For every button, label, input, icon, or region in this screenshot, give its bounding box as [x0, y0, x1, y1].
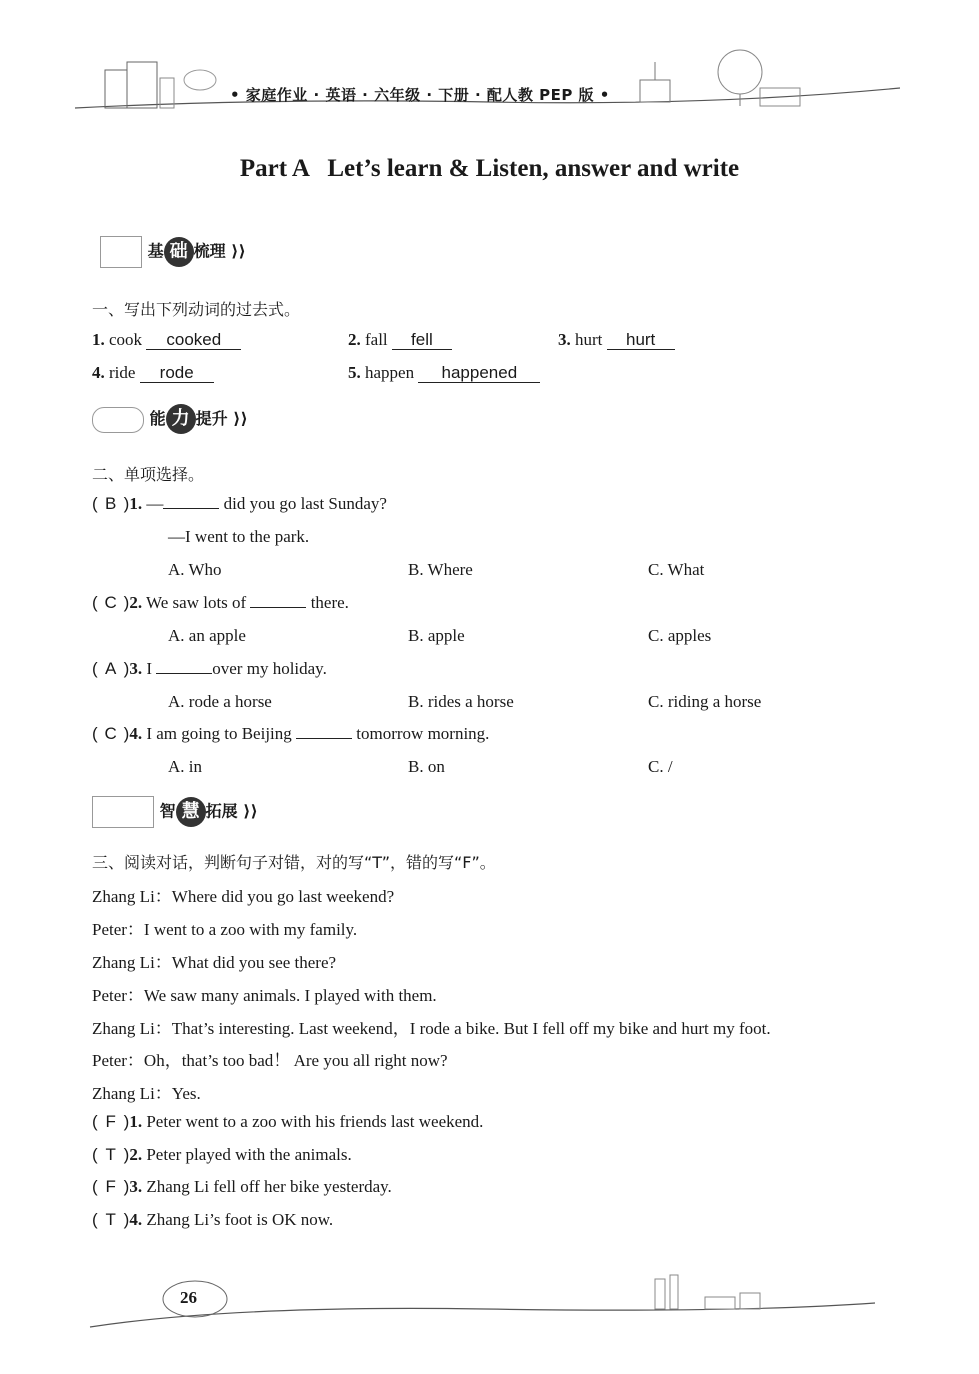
- tf-answer[interactable]: T: [105, 1145, 116, 1164]
- choice-answer[interactable]: A: [105, 659, 117, 678]
- tf-answer[interactable]: F: [105, 1177, 116, 1196]
- verb-item-1: 1. cook cooked: [92, 330, 241, 350]
- option-a: A. an apple: [168, 626, 246, 645]
- dialogue-line: Peter：We saw many animals. I played with them.: [92, 986, 437, 1005]
- answer-field[interactable]: hurt: [607, 330, 675, 350]
- option-c: C. riding a horse: [648, 692, 762, 711]
- dialogue-line: Zhang Li：What did you see there?: [92, 953, 337, 972]
- verb-item-3: 3. hurt hurt: [558, 330, 675, 350]
- option-a: A. in: [168, 757, 202, 776]
- section3-badge: 智 慧 拓展 ⟩⟩: [92, 796, 258, 828]
- mc-question-1-reply: —I went to the park.: [168, 527, 310, 546]
- dialogue-line: Zhang Li：That’s interesting. Last weekend，I rode a bike. But I fell off my bike and hurt my foot.: [92, 1019, 771, 1038]
- blank: [163, 494, 219, 509]
- header-series-title: • 家庭作业 · 英语 · 六年级 · 下册 · 配人教 PEP 版 •: [230, 86, 610, 104]
- badge-icon: [100, 236, 142, 268]
- option-b: B. apple: [408, 626, 465, 645]
- mc-question-1: ( B )1. — did you go last Sunday?: [92, 494, 387, 513]
- section2-instruction: 二、单项选择。: [92, 465, 205, 484]
- answer-field[interactable]: cooked: [146, 330, 241, 350]
- choice-answer[interactable]: C: [104, 724, 117, 743]
- option-a: A. Who: [168, 560, 222, 579]
- answer-field[interactable]: rode: [140, 363, 214, 383]
- verb-item-4: 4. ride rode: [92, 363, 214, 383]
- section2-badge: 能 力 提升 ⟩⟩: [92, 404, 248, 434]
- tf-statement-4: ( T )4. Zhang Li’s foot is OK now.: [92, 1210, 334, 1229]
- badge-icon: [92, 407, 144, 433]
- header-decoration: [70, 40, 910, 120]
- tf-statement-3: ( F )3. Zhang Li fell off her bike yesterday.: [92, 1177, 392, 1196]
- tf-answer[interactable]: F: [105, 1112, 116, 1131]
- option-c: C. What: [648, 560, 705, 579]
- dialogue-line: Peter：Oh，that’s too bad！ Are you all right now?: [92, 1051, 448, 1070]
- blank: [156, 659, 212, 674]
- section1-badge: 基 础 梳理 ⟩⟩: [100, 236, 246, 268]
- mc-question-4: ( C )4. I am going to Beijing tomorrow morning.: [92, 724, 490, 743]
- option-b: B. on: [408, 757, 445, 776]
- option-c: C. /: [648, 757, 673, 776]
- section1-instruction: 一、写出下列动词的过去式。: [92, 300, 301, 319]
- mc-question-2: ( C )2. We saw lots of there.: [92, 593, 349, 612]
- option-b: B. Where: [408, 560, 473, 579]
- verb-item-5: 5. happen happened: [348, 363, 540, 383]
- tf-answer[interactable]: T: [105, 1210, 116, 1229]
- mc-question-3: ( A )3. I over my holiday.: [92, 659, 327, 678]
- option-a: A. rode a horse: [168, 692, 272, 711]
- answer-field[interactable]: happened: [418, 363, 540, 383]
- verb-item-2: 2. fall fell: [348, 330, 452, 350]
- dialogue-line: Peter：I went to a zoo with my family.: [92, 920, 358, 939]
- choice-answer[interactable]: C: [104, 593, 117, 612]
- dialogue-line: Zhang Li：Where did you go last weekend?: [92, 887, 395, 906]
- tf-statement-1: ( F )1. Peter went to a zoo with his friends last weekend.: [92, 1112, 484, 1131]
- section3-instruction: 三、阅读对话，判断句子对错，对的写“T”，错的写“F”。: [92, 853, 496, 872]
- tf-statement-2: ( T )2. Peter played with the animals.: [92, 1145, 352, 1164]
- blank: [296, 724, 352, 739]
- answer-field[interactable]: fell: [392, 330, 452, 350]
- footer-decoration: [85, 1265, 885, 1335]
- book-icon: [92, 796, 154, 828]
- page-number: 26: [180, 1288, 197, 1307]
- dialogue-line: Zhang Li：Yes.: [92, 1084, 201, 1103]
- page-title: Part A Let’s learn & Listen, answer and write: [239, 155, 740, 182]
- blank: [250, 593, 306, 608]
- option-b: B. rides a horse: [408, 692, 514, 711]
- choice-answer[interactable]: B: [105, 494, 117, 513]
- option-c: C. apples: [648, 626, 712, 645]
